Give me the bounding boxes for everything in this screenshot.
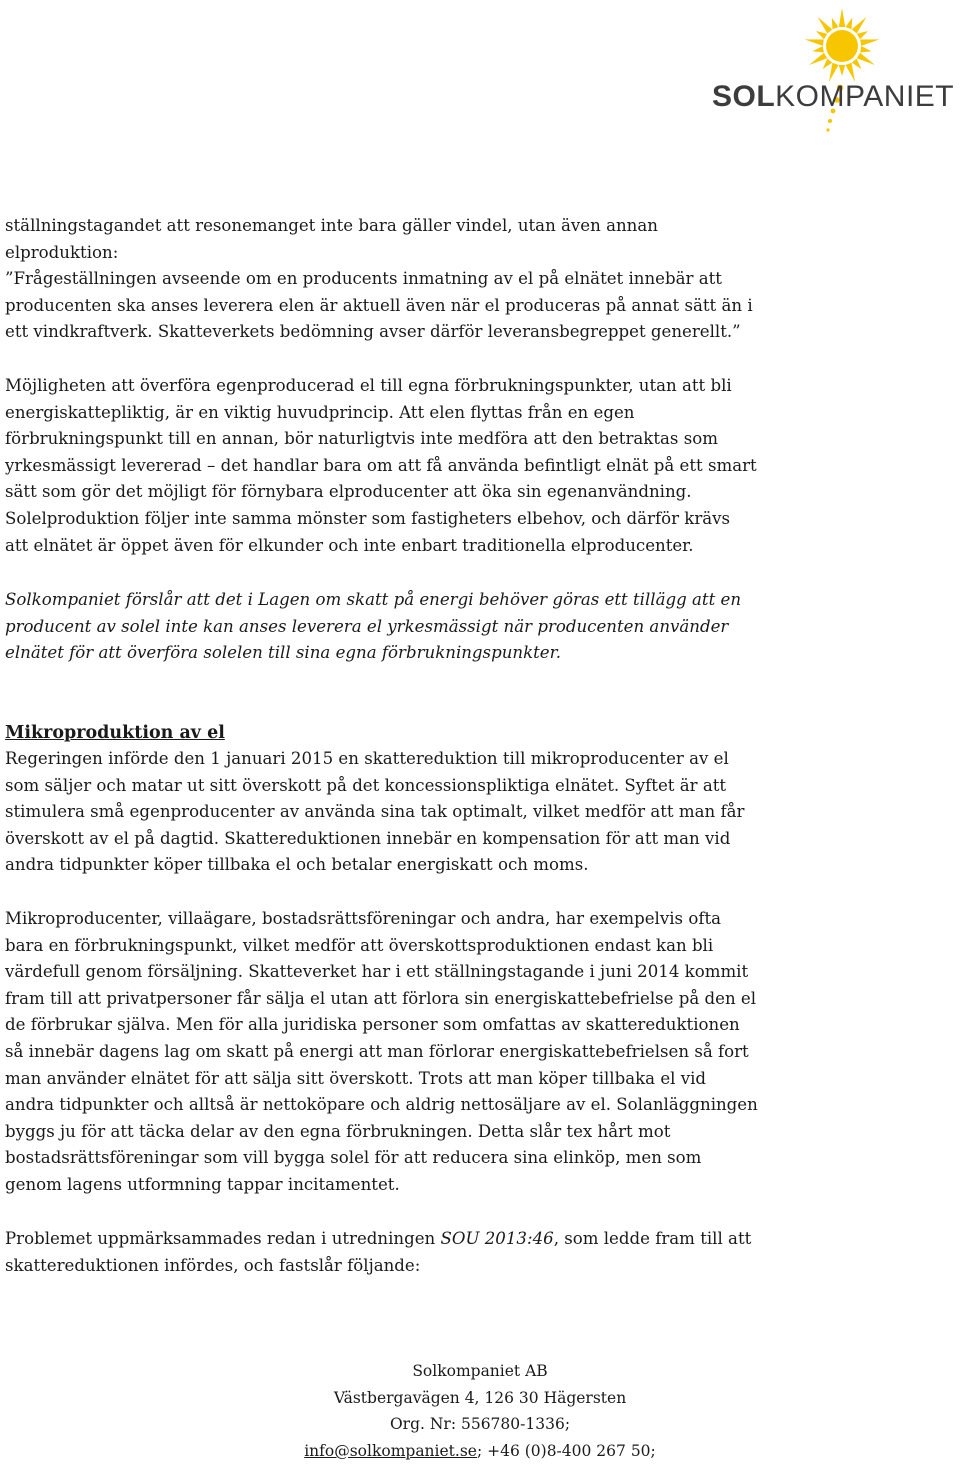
text-line: elproduktion: bbox=[5, 242, 119, 262]
text-line: förbrukningspunkt till en annan, bör naturligtvis inte medföra att den betraktas som bbox=[5, 429, 718, 449]
sun-ray bbox=[845, 63, 855, 82]
text-line: stimulera små egenproducenter av använda sina tak optimalt, vilket medför att man får bbox=[5, 802, 745, 822]
sun-trail-dot bbox=[828, 119, 832, 123]
text-line: yrkesmässigt levererad – det handlar bara om att få använda befintligt elnät på ett smart bbox=[5, 455, 757, 475]
sun-ray bbox=[845, 18, 852, 29]
sun-ray bbox=[809, 53, 827, 65]
text-line: så innebär dagens lag om skatt på energi att man förlorar energiskattebefrielsen så fort bbox=[5, 1041, 749, 1061]
text-line: bostadsrättsföreningar som vill bygga solel för att reducera sina elinköp, men som bbox=[5, 1148, 702, 1168]
sun-ray bbox=[823, 58, 833, 68]
text-line: skattereduktionen infördes, och fastslår följande: bbox=[5, 1255, 421, 1275]
logo-wordmark-sol: SOL bbox=[712, 80, 776, 113]
sun-ray bbox=[857, 31, 868, 39]
text-line: producenten ska anses leverera elen är aktuell även när el produceras på annat sätt än i bbox=[5, 295, 753, 315]
text-line: ”Frågeställningen avseende om en producents inmatning av el på elnätet innebär att bbox=[5, 269, 722, 289]
sun-ray bbox=[852, 58, 862, 68]
sun-ray bbox=[860, 39, 879, 45]
sun-ray bbox=[839, 8, 845, 27]
text-line: Solelproduktion följer inte samma mönster som fastigheters elbehov, och därför krävs bbox=[5, 508, 731, 528]
text-line: man använder elnätet för att sälja sitt överskott. Trots att man köper tillbaka el vid bbox=[5, 1068, 707, 1088]
paragraph-1 bbox=[5, 213, 945, 346]
sun-trail-dot bbox=[826, 128, 829, 131]
paragraph-6 bbox=[5, 1226, 945, 1279]
text-line: de förbrukar själva. Men för alla juridiska personer som omfattas av skattereduktionen bbox=[5, 1015, 740, 1035]
text-line: att elnätet är öppet även för elkunder och inte enbart traditionella elproducenter. bbox=[5, 535, 694, 555]
text-line: fram till att privatpersoner får sälja el utan att förlora sin energiskattebefrielse på den el bbox=[5, 988, 757, 1008]
footer bbox=[0, 1358, 960, 1464]
text-line: elnätet för att överföra solelen till sina egna förbrukningspunkter. bbox=[5, 643, 561, 663]
sun-ray bbox=[812, 46, 823, 52]
text-line: bara en förbrukningspunkt, vilket medför att överskottsproduktionen endast kan bli bbox=[5, 935, 714, 955]
sun-ray bbox=[832, 18, 839, 29]
text-line: producent av solel inte kan anses leverera el yrkesmässigt när producenten använder bbox=[5, 616, 729, 636]
text-fragment: Problemet uppmärksammades redan i utredningen bbox=[5, 1229, 441, 1248]
text-line: Mikroproducenter, villaägare, bostadsrättsföreningar och andra, har exempelvis ofta bbox=[5, 909, 722, 928]
sun-ray bbox=[857, 53, 875, 65]
sun-ray bbox=[805, 39, 824, 45]
sou-reference: SOU 2013:46 bbox=[440, 1229, 554, 1248]
text-line: Möjligheten att överföra egenproducerad el till egna förbrukningspunkter, utan att bli bbox=[5, 376, 732, 395]
text-line: överskott av el på dagtid. Skattereduktionen innebär en kompensation för att man vid bbox=[5, 828, 731, 848]
paragraph-5 bbox=[5, 906, 945, 1199]
text-fragment: , som ledde fram till att bbox=[553, 1229, 752, 1248]
proposal-paragraph bbox=[5, 587, 945, 667]
footer-contact bbox=[0, 1438, 960, 1464]
sun-ray bbox=[816, 31, 827, 39]
logo-wordmark bbox=[712, 80, 954, 114]
text-line: ställningstagandet att resonemanget inte bara gäller vindel, utan även annan bbox=[5, 216, 658, 235]
text-line: byggs ju för att täcka delar av den egna förbrukningen. Detta slår tex hårt mot bbox=[5, 1121, 671, 1141]
paragraph-4 bbox=[5, 746, 945, 879]
paragraph-2 bbox=[5, 373, 945, 559]
solkompaniet-logo bbox=[712, 4, 960, 132]
footer-org-number: Org. Nr: 556780-1336; bbox=[389, 1415, 571, 1434]
logo-wordmark-kompaniet: KOMPANIET bbox=[775, 80, 955, 113]
text-line: andra tidpunkter och alltså är nettoköpare och aldrig nettosäljare av el. Solanläggningen bbox=[5, 1095, 758, 1115]
text-line: sätt som gör det möjligt för förnybara elproducenter att öka sin egenanvändning. bbox=[5, 482, 692, 502]
sun-core bbox=[826, 30, 858, 62]
text-line: andra tidpunkter köper tillbaka el och betalar energiskatt och moms. bbox=[5, 855, 589, 875]
sun-ray bbox=[852, 17, 867, 34]
sun-ray bbox=[839, 65, 845, 76]
text-line: som säljer och matar ut sitt överskott på det koncessionspliktiga elnätet. Syftet är att bbox=[5, 775, 727, 795]
text-line: genom lagens utformning tappar incitamentet. bbox=[5, 1174, 400, 1194]
sun-ray bbox=[829, 63, 839, 82]
text-line bbox=[5, 1226, 945, 1253]
section-heading: Mikroproduktion av el bbox=[5, 723, 225, 743]
text-line: Solkompaniet förslår att det i Lagen om skatt på energi behöver göras ett tillägg att en bbox=[5, 590, 742, 609]
footer-address: Västbergavägen 4, 126 30 Hägersten bbox=[333, 1388, 627, 1407]
text-line: ett vindkraftverk. Skatteverkets bedömning avser därför leveransbegreppet generellt.” bbox=[5, 322, 741, 342]
text-line: Regeringen införde den 1 januari 2015 en skattereduktion till mikroproducenter av el bbox=[5, 749, 729, 768]
sun-icon bbox=[782, 4, 902, 134]
text-line: energiskattepliktig, är en viktig huvudprincip. Att elen flyttas från en egen bbox=[5, 402, 635, 422]
footer-email-link[interactable]: info@solkompaniet.se bbox=[304, 1441, 477, 1460]
footer-phone: ; +46 (0)8-400 267 50; bbox=[476, 1441, 656, 1460]
text-line: värdefull genom försäljning. Skatteverket har i ett ställningstagande i juni 2014 kommit bbox=[5, 962, 749, 982]
sun-ray bbox=[860, 46, 871, 52]
sun-ray bbox=[818, 17, 833, 34]
footer-company: Solkompaniet AB bbox=[412, 1362, 548, 1380]
